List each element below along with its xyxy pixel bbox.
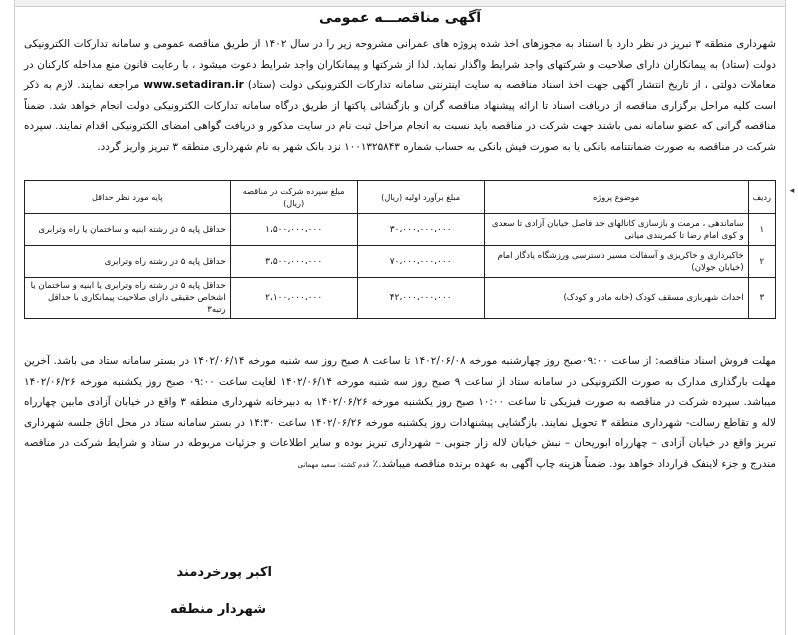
projects-table — [24, 180, 776, 319]
table-row — [25, 278, 776, 319]
vertical-scrollbar[interactable] — [785, 0, 798, 635]
row-number: ۲ — [748, 246, 775, 278]
header-category: پایه مورد نظر حداقل — [25, 181, 231, 214]
row-category: حداقل پایه ۵ در رشته ابنیه و ساختمان یا راه وترابری — [25, 214, 231, 246]
row-deposit: ۳،۵۰۰،۰۰۰،۰۰۰ — [230, 246, 357, 278]
row-subject: احداث شهربازی مسقف کودک (خانه مادر و کودک) — [484, 278, 748, 319]
signatory-position: شهردار منطقه — [170, 602, 266, 617]
row-subject: خاکبرداری و خاکریزی و آسفالت مسیر دسترسی ورزشگاه یادگار امام (خیابان جولان) — [484, 246, 748, 278]
header-subject: موضوع پروژه — [484, 181, 748, 214]
row-number: ۱ — [748, 214, 775, 246]
row-estimate: ۳۰،۰۰۰،۰۰۰،۰۰۰ — [357, 214, 484, 246]
details-text: مهلت فروش اسناد مناقصه: از ساعت ۰۹:۰۰صبح روز چهارشنبه مورخه ۱۴۰۲/۰۶/۰۸ تا ساعت ۸ صبح روز سه شنبه مورخه ۱۴۰۲/۰۶/۱۴ در بستر سامانه ستاد می باشد. آخرین مهلت بارگذاری مدارک به صورت الکترونیکی در سامانه ستاد از ساعت ۹ صبح روز سه شنبه مورخه ۱۴۰۲/۰۶/۱۴ لغایت ساعت ۰۹:۰۰ صبح روز یکشنبه مورخه ۱۴۰۲/۰۶/۲۶ میباشد. سپرده شرکت در مناقصه به صورت فیزیکی تا ساعت ۱۰:۰۰ صبح روز یکشنبه مورخه ۱۴۰۲/۰۶/۲۶ به دبیرخانه شهرداری منطقه ۳ واقع در خیابان آزادی مابین چهارراه لاله و تقاطع رسالت- شهرداری منطقه ۳ تحویل نمایند. بازگشایی پیشنهادات روز یکشنبه مورخه ۱۴۰۲/۰۶/۲۶ ساعت ۱۴:۳۰ در بستر سامانه ستاد در محل اتاق جلسه شهرداری تبریز واقع در خیابان آزادی – چهارراه ابوریحان – نبش خیابان لاله زار جنوبی – شهرداری تبریز بوده و سایر اطلاعات و جزئیات مربوطه در ستاد و شرایط شرکت در مناقصه مندرج و جزء لاینفک قرارداد خواهد بود. ضمناً هزینه چاپ آگهی به عهده برنده مناقصه میباشد.٪ — [24, 355, 777, 470]
intro-text-2: مراجعه نمایند. لازم به ذکر است کلیه مراحل برگزاری مناقصه از دریافت اسناد تا ارائه پیشنهاد مناقصه گران و بازگشائی پاکتها از طریق درگاه سامانه تدارکات الکترونیکی دولت انجام خواهد شد. ضمناً مناقصه گرانی که عضو سامانه نمی باشند جهت شرکت در مناقصه باید نسبت به انجام مراحل ثبت نام در سایت مذکور و دریافت گواهی امضای الکترونیکی اقدام نمایند. سپرده شرکت در مناقصه به صورت ضمانتنامه بانکی یا به صورت فیش بانکی به حساب شماره ۱۰۰۱۳۲۵۸۴۳ نزد بانک شهر به نام شهرداری منطقه ۳ تبریز واریز گردد. — [24, 79, 776, 153]
header-estimate: مبلغ برآورد اولیه (ریال) — [357, 181, 484, 214]
header-row-number: ردیف — [748, 181, 775, 214]
row-category: حداقل پایه ۵ در رشته راه وترابری یا ابنیه و ساختمان یا اشخاص حقیقی دارای صلاحیت پیمانکاری با حداقل رتبه۳ — [25, 278, 231, 319]
row-category: حداقل پایه ۵ در رشته راه وترابری — [25, 246, 231, 278]
window-left-border — [0, 0, 15, 635]
table-header-row — [25, 181, 776, 214]
website-link[interactable]: www.setadiran.ir — [143, 79, 244, 91]
row-deposit: ۱،۵۰۰،۰۰۰،۰۰۰ — [230, 214, 357, 246]
table-row — [25, 246, 776, 278]
tender-notice-page — [22, 6, 778, 635]
intro-paragraph — [24, 34, 776, 157]
signatory-name: اکبر پورخردمند — [176, 565, 272, 580]
header-deposit: مبلغ سپرده شرکت در مناقصه (ریال) — [230, 181, 357, 214]
details-paragraph — [24, 351, 776, 475]
notice-title: آگهی مناقصـــه عمومی — [318, 10, 482, 26]
table-row — [25, 214, 776, 246]
row-number: ۳ — [748, 278, 775, 319]
row-estimate: ۴۲،۰۰۰،۰۰۰،۰۰۰ — [357, 278, 484, 319]
intro-text-1: شهرداری منطقه ۳ تبریز در نظر دارد با استناد به مجوزهای اخذ شده پروژه های عمرانی مشروحه زیر را در سال ۱۴۰۲ از طریق مناقصه عمومی و سامانه تدارکات الکترونیکی دولت (ستاد) به پیمانکاران دارای صلاحیت و شرکتهای واجد شرایط واگذار نماید. لذا از شرکتها و پیمانکاران واجد شرایط دعوت میشود ، با رعایت قانون منع مداخله کارکنان در معاملات دولتی ، از تاریخ انتشار آگهی جهت اخذ اسناد مناقصه به سایت اینترنتی سامانه تدارکات الکترونیکی دولت (ستاد) — [24, 38, 777, 91]
row-estimate: ۷۰،۰۰۰،۰۰۰،۰۰۰ — [357, 246, 484, 278]
scroll-arrow-icon[interactable]: ◂ — [789, 186, 795, 196]
row-subject: ساماندهی ، مرمت و بازسازی کانالهای حد فاصل خیابان آزادی تا سعدی و کوی امام رضا تا کمربندی میانی — [484, 214, 748, 246]
details-footnote: قدم کشته: سعید مهمانی — [297, 460, 370, 469]
row-deposit: ۲،۱۰۰،۰۰۰،۰۰۰ — [230, 278, 357, 319]
